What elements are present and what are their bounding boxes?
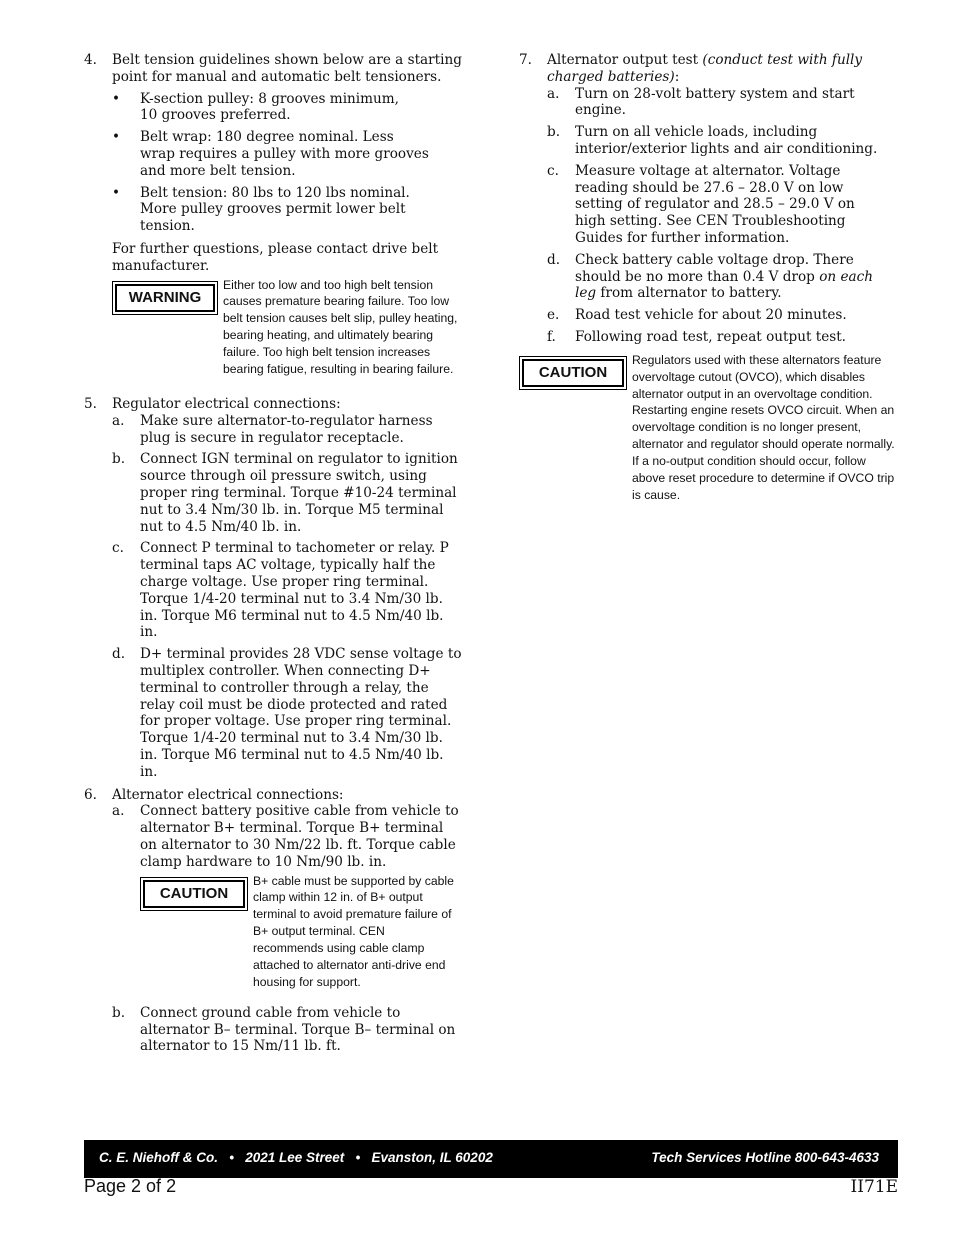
caution-text: Regulators used with these alternators feature overvoltage cutout (OVCO), which disables alternator output in an overvoltage condition. Restarting engine resets OVCO circuit. When an overvoltage condition is no longer present, alternator and regulator should operate normally. If a no-output condition should occur, follow above reset procedure to determine if OVCO trip is cause. [632,352,895,502]
bullet-item [112,185,464,235]
caution-text: B+ cable must be supported by cable clamp within 12 in. of B+ output terminal to avoid premature failure of B+ output terminal. CEN recommends using cable clamp attached to alternator anti-drive end housing for support. [253,873,454,989]
caution-notice [140,873,464,991]
caution-badge [519,356,627,390]
item-text: Regulator electrical connections: [112,396,341,412]
item-text: Belt tension guidelines shown below are a starting point for manual and automatic belt tensioners. [112,52,462,85]
item-text-end: : [674,68,680,85]
caution-label: CAUTION [143,880,245,908]
footer-bar [84,1140,898,1178]
sub-label: e. [547,307,560,324]
warning-text: Either too low and too high belt tension causes premature bearing failure. Too low belt tension causes belt slip, pulley heating, bearing heating, and ultimately bearing failure. Too high belt tension increases bearing fatigue, resulting in bearing failure. [223,277,458,377]
sub-label: a. [112,412,125,429]
item-text-main: Alternator output test [547,52,699,68]
sub-item-e [547,307,899,324]
sub-label: b. [112,1004,126,1021]
sub-label: d. [547,251,561,268]
warning-badge [112,281,218,315]
caution-badge [140,877,248,911]
sub-label: b. [547,124,561,141]
further-questions: For further questions, please contact drive belt manufacturer. [112,240,439,274]
sub-item-a [112,413,464,447]
list-item-6 [84,787,464,1056]
sub-label: d. [112,646,126,663]
sub-text: Road test vehicle for about 20 minutes. [575,307,847,324]
sub-item-c [112,540,464,641]
bullet-item [112,91,464,125]
warning-notice [112,277,464,378]
item-number: 4. [84,52,97,68]
sub-text-post: from alternator to battery. [596,285,782,302]
bullet-symbol: • [112,129,121,146]
sub-label: a. [547,85,560,102]
item-text [547,52,899,86]
item-number: 6. [84,786,97,803]
caution-notice [519,352,899,504]
item-number: 7. [519,52,532,68]
sub-item-d [547,252,899,302]
page-number: Page 2 of 2 [84,1176,177,1196]
sub-text: Measure voltage at alternator. Voltage reading should be 27.6 – 28.0 V on low setting of regulator and 28.5 – 29.0 V on high setting. See CEN Troubleshooting Guides for further information. [575,162,855,246]
tech-hotline: Tech Services Hotline 800-643-4633 [651,1150,879,1165]
sub-text [575,252,895,302]
sub-text: Turn on all vehicle loads, including interior/exterior lights and air conditioning. [575,124,878,157]
sub-label: c. [547,162,559,179]
sub-label: b. [112,451,126,468]
sub-text-italic: on each leg [575,268,873,302]
document-code: II71E [850,1177,898,1197]
sub-item-a [547,86,899,120]
sub-item-b [112,1005,464,1055]
sub-text-pre: Check battery cable voltage drop. There should be no more than 0.4 V drop [575,251,854,285]
caution-label: CAUTION [522,359,624,387]
sub-text: Connect IGN terminal on regulator to ignition source through oil pressure switch, using proper ring terminal. Torque #10-24 terminal nut to 3.4 Nm/30 lb. in. Torque M5 terminal nut to 4.5 Nm/40 lb. in. [140,451,458,535]
bullet-item [112,129,464,179]
sub-item-d [112,646,464,780]
sub-label: c. [112,540,124,557]
item-text: Alternator electrical connections: [112,786,344,803]
sub-label: a. [112,803,125,820]
sub-text: D+ terminal provides 28 VDC sense voltage to multiplex controller. When connecting D+ terminal to controller through a relay, the relay coil must be diode protected and rated for proper voltage. Use proper ring terminal. Torque 1/4-20 terminal nut to 3.4 Nm/30 lb. in. Torque M6 terminal nut to 4.5 Nm/40 lb. in. [140,646,462,780]
bullet-text: Belt wrap: 180 degree nominal. Less wrap requires a pulley with more grooves and more belt tension. [140,129,429,179]
item-number: 5. [84,396,97,412]
company-address: C. E. Niehoff & Co. • 2021 Lee Street • Evanston, IL 60202 [99,1150,493,1165]
bullet-text: K-section pulley: 8 grooves minimum, 10 grooves preferred. [140,90,399,124]
sub-text: Following road test, repeat output test. [575,328,846,345]
sub-text: Connect P terminal to tachometer or relay. P terminal taps AC voltage, typically half the charge voltage. Use proper ring terminal. Torque 1/4-20 terminal nut to 3.4 Nm/30 lb. in. Torque M6 terminal nut to 4.5 Nm/40 lb. in. [140,540,449,641]
sub-item-a [112,803,464,870]
bullet-symbol: • [112,90,121,107]
sub-text: Make sure alternator-to-regulator harness plug is secure in regulator receptacle. [140,412,433,446]
bullet-text: Belt tension: 80 lbs to 120 lbs nominal. More pulley grooves permit lower belt tension. [140,184,410,235]
warning-label: WARNING [115,284,215,312]
sub-item-f [547,329,899,346]
sub-text: Turn on 28-volt battery system and start engine. [575,85,855,119]
list-item-7 [519,52,899,346]
sub-text: Connect battery positive cable from vehicle to alternator B+ terminal. Torque B+ terminal on alternator to 30 Nm/22 lb. ft. Torque cable clamp hardware to 10 Nm/90 lb. in. [140,803,459,870]
sub-item-b [547,124,899,158]
sub-item-c [547,163,899,247]
right-column [519,52,899,508]
sub-label: f. [547,328,556,345]
sub-text: Connect ground cable from vehicle to alternator B– terminal. Torque B– terminal on alternator to 15 Nm/11 lb. ft. [140,1004,456,1055]
bullet-symbol: • [112,184,121,201]
list-item-4 [84,52,464,378]
item-text-italic: (conduct test with fully charged batteries) [547,52,863,85]
left-column [84,52,464,1061]
sub-item-b [112,451,464,535]
list-item-5 [84,396,464,781]
